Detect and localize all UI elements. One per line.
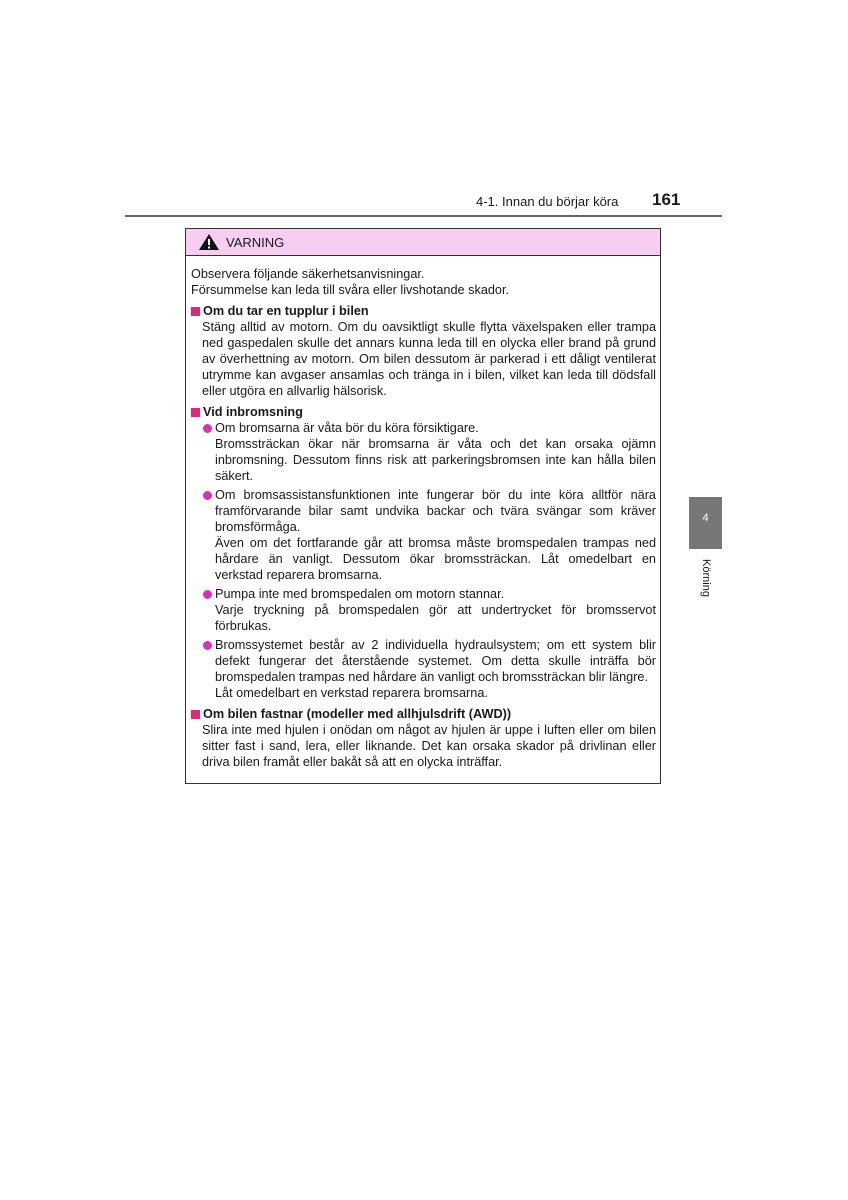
section-title	[191, 303, 656, 319]
round-bullet-icon	[203, 590, 212, 599]
square-bullet-icon	[191, 408, 200, 417]
section-title-text: Om bilen fastnar (modeller med allhjulsdrift (AWD))	[203, 707, 512, 721]
bullet-text: Pumpa inte med bromspedalen om motorn stannar.	[215, 587, 505, 601]
bullet-text: Bromssträckan ökar när bromsarna är våta och det kan orsaka ojämn inbromsning. Dessutom finns risk att parkeringsbromsen inte kan hålla bilen säkert.	[215, 437, 656, 483]
warning-header	[186, 229, 660, 256]
bullet-text: Om bromsarna är våta bör du köra försiktigare.	[215, 421, 479, 435]
section-title	[191, 404, 656, 420]
bullet-item	[191, 420, 656, 484]
chapter-tab-label: Körning	[700, 559, 712, 597]
bullet-item	[191, 487, 656, 583]
section-nap	[191, 303, 656, 399]
bullet-item	[191, 637, 656, 701]
bullet-text: Bromssystemet består av 2 individuella hydraulsystem; om ett system blir defekt fungerar det återstående systemet. Om detta skulle inträffa bör bromspedalen trampas ned hårdare än vanligt och bromssträckan blir längre.	[215, 638, 656, 684]
warning-box	[185, 228, 661, 784]
bullet-text: Varje tryckning på bromspedalen gör att undertrycket för bromsservot förbrukas.	[215, 603, 656, 633]
intro-line: Försummelse kan leda till svåra eller livshotande skador.	[191, 283, 510, 297]
bullet-text: Även om det fortfarande går att bromsa måste bromspedalen trampas ned hårdare än vanligt. Dessutom ökar bromssträckan. Låt omedelbart en verkstad reparera bromsarna.	[215, 536, 656, 582]
warning-triangle-icon	[198, 233, 220, 251]
section-title-text: Om du tar en tupplur i bilen	[203, 304, 369, 318]
bullet-text: Låt omedelbart en verkstad reparera bromsarna.	[215, 686, 488, 700]
section-stuck	[191, 706, 656, 770]
intro-line: Observera följande säkerhetsanvisningar.	[191, 267, 425, 281]
warning-intro	[191, 266, 656, 298]
round-bullet-icon	[203, 641, 212, 650]
square-bullet-icon	[191, 307, 200, 316]
section-braking	[191, 404, 656, 701]
section-text: Slira inte med hjulen i onödan om något av hjulen är uppe i luften eller om bilen sitter fast i sand, lera, eller liknande. Det kan orsaka skador på drivlinan eller driva bilen framåt eller bakåt så att en olycka inträffar.	[202, 723, 656, 769]
section-title-text: Vid inbromsning	[203, 405, 303, 419]
round-bullet-icon	[203, 424, 212, 433]
round-bullet-icon	[203, 491, 212, 500]
bullet-item	[191, 586, 656, 634]
bullet-text: Om bromsassistansfunktionen inte fungerar bör du inte köra alltför nära framförvarande bilar samt undvika backar och tvära svängar som kräver bromsförmåga.	[215, 488, 656, 534]
page-number: 161	[652, 190, 681, 209]
warning-body	[186, 256, 660, 770]
section-text: Stäng alltid av motorn. Om du oavsiktligt skulle flytta växelspaken eller trampa ned gaspedalen skulle det annars kunna leda till en olycka eller brand på grund av överhettning av motorn. Om bilen dessutom är parkerad i ett dåligt ventilerat utrymme kan avgaser ansamlas och tränga in i bilen, vilket kan leda till dödsfall eller utgöra en allvarlig hälsorisk.	[202, 320, 656, 398]
section-title	[191, 706, 656, 722]
bullet-list	[191, 420, 656, 701]
square-bullet-icon	[191, 710, 200, 719]
header-divider	[125, 215, 722, 217]
chapter-heading: 4-1. Innan du börjar köra	[476, 194, 619, 209]
chapter-tab: 4	[689, 497, 722, 549]
warning-title: VARNING	[226, 234, 285, 250]
